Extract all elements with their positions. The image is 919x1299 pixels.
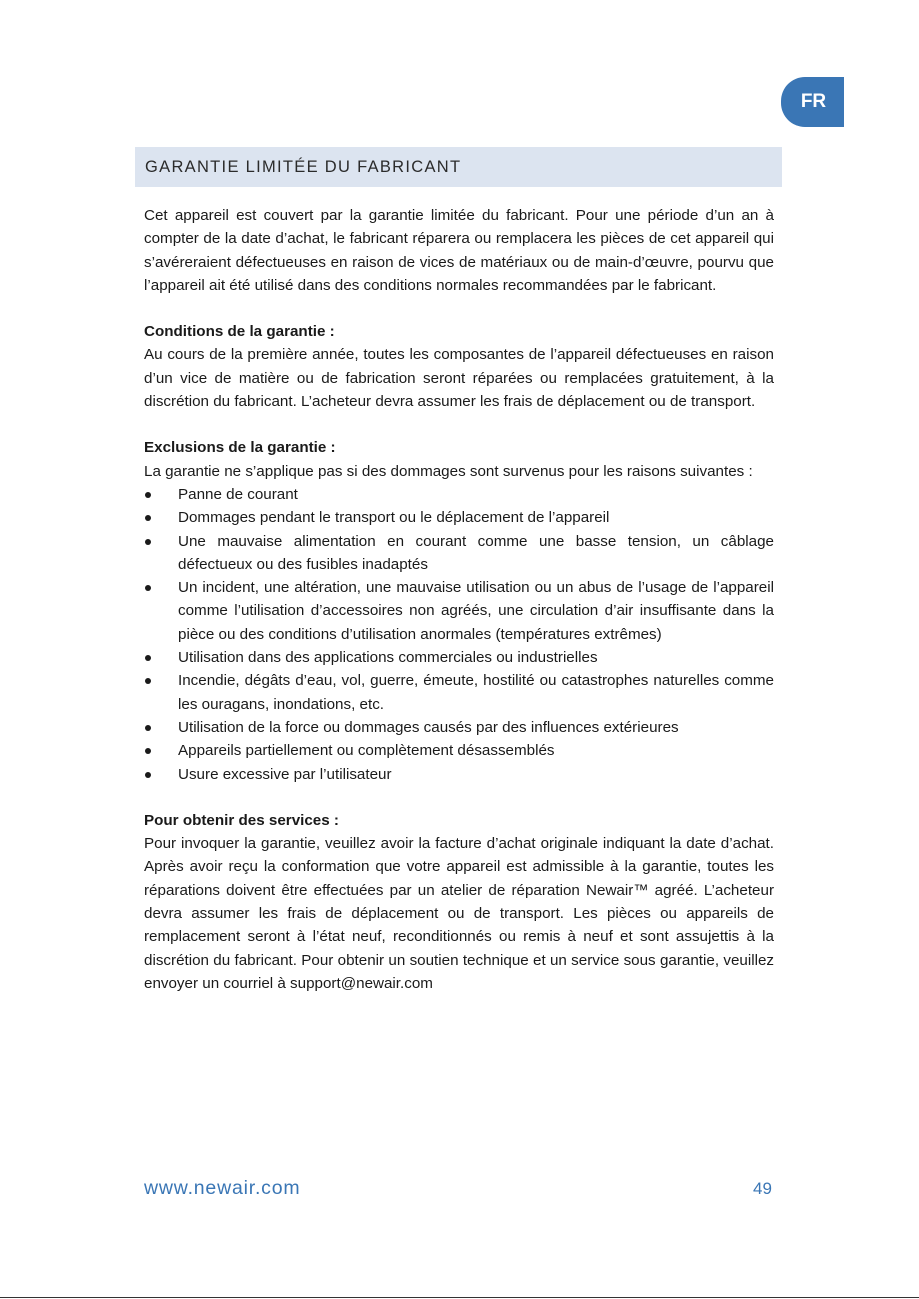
list-item: Une mauvaise alimentation en courant comme une basse tension, un câblage défectueux ou des fusibles inadaptés [144,530,774,577]
warranty-content [144,204,774,995]
language-tab: FR [781,77,844,127]
list-item: Incendie, dégâts d’eau, vol, guerre, émeute, hostilité ou catastrophes naturelles comme les ouragans, inondations, etc. [144,669,774,716]
page-number: 49 [753,1179,772,1198]
exclusions-text: La garantie ne s’applique pas si des dommages sont survenus pour les raisons suivantes : [144,462,753,480]
services-text: Pour invoquer la garantie, veuillez avoir la facture d’achat originale indiquant la date d’achat. Après avoir reçu la conformation que votre appareil est admissible à la garantie, toutes les réparations doivent être effectuées par un atelier de réparation Newair™ agréé. L’acheteur devra assumer les frais de déplacement ou de transport. Les pièces ou appareils de remplacement seront à l’état neuf, reconditionnés ou remis à neuf et sont assujettis à la discrétion du fabricant. Pour obtenir un soutien technique et un service sous garantie, veuillez envoyer un courriel à support@newair.com [144,835,774,992]
exclusions-heading: Exclusions de la garantie : [144,439,336,457]
exclusions-list [144,483,774,786]
list-item: Usure excessive par l’utilisateur [144,763,774,786]
conditions-heading: Conditions de la garantie : [144,323,335,341]
list-item: Dommages pendant le transport ou le déplacement de l’appareil [144,506,774,529]
conditions-section [144,320,774,413]
list-item: Panne de courant [144,483,774,506]
section-title-band [135,147,782,187]
conditions-text: Au cours de la première année, toutes les composantes de l’appareil défectueuses en raison d’un vice de matière ou de fabrication seront réparées ou remplacées gratuitement, à la discrétion du fabricant. L’acheteur devra assumer les frais de déplacement ou de transport. [144,346,774,411]
page-title: GARANTIE LIMITÉE DU FABRICANT [145,157,462,176]
list-item: Un incident, une altération, une mauvaise utilisation ou un abus de l’usage de l’appareil comme l’utilisation d’accessoires non agréés, une circulation d’air insuffisante dans la pièce ou des conditions d’utilisation anormales (températures extrêmes) [144,576,774,646]
intro-paragraph: Cet appareil est couvert par la garantie limitée du fabricant. Pour une période d’un an à compter de la date d’achat, le fabricant réparera ou remplacera les pièces de cet appareil qui s’avéreraient défectueuses en raison de vices de matériaux ou de main-d’œuvre, pourvu que l’appareil ait été utilisé dans des conditions normales recommandées par le fabricant. [144,207,774,294]
list-item: Appareils partiellement ou complètement désassemblés [144,739,774,762]
footer-website-link[interactable]: www.newair.com [144,1177,301,1199]
services-heading: Pour obtenir des services : [144,811,339,829]
bottom-divider [0,1297,919,1298]
exclusions-section [144,436,774,785]
services-section [144,809,774,995]
list-item: Utilisation dans des applications commerciales ou industrielles [144,646,774,669]
list-item: Utilisation de la force ou dommages causés par des influences extérieures [144,716,774,739]
